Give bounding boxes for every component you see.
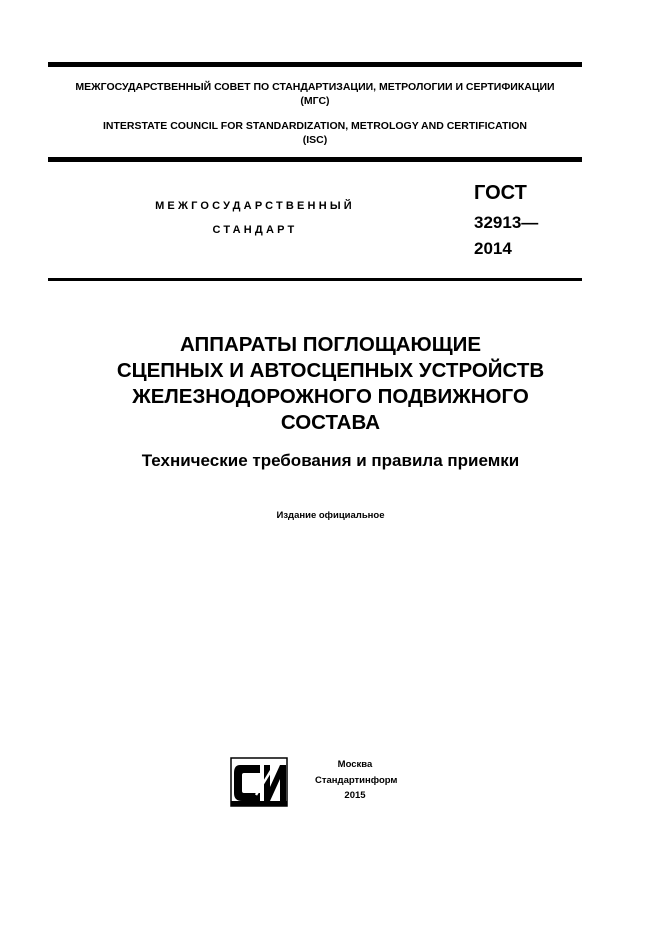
title-line4: СОСТАВА	[280, 411, 381, 434]
publisher-city: Москва	[337, 759, 373, 770]
standard-type-line1: МЕЖГОСУДАРСТВЕННЫЙ	[155, 200, 355, 212]
council-en-abbr: (ISC)	[302, 134, 328, 146]
publisher-name: Стандартинформ	[315, 774, 398, 786]
title-line3: ЖЕЛЕЗНОДОРОЖНОГО ПОДВИЖНОГО	[132, 385, 529, 408]
gost-number: 32913—	[474, 213, 539, 232]
council-ru-text: МЕЖГОСУДАРСТВЕННЫЙ СОВЕТ ПО СТАНДАРТИЗАЦИИ, МЕТРОЛОГИИ И СЕРТИФИКАЦИИ	[75, 81, 555, 93]
title-line2: СЦЕПНЫХ И АВТОСЦЕПНЫХ УСТРОЙСТВ	[116, 359, 545, 382]
gost-designation	[474, 180, 538, 262]
council-ru-abbr: (МГС)	[300, 95, 330, 107]
document-title	[40, 332, 621, 436]
standartinform-logo-icon	[230, 757, 288, 807]
edition-note: Издание официальное	[276, 510, 385, 521]
publisher-imprint	[315, 757, 398, 804]
council-name-ru	[48, 80, 582, 108]
gost-label: ГОСТ	[474, 182, 527, 204]
header-bottom-rule	[48, 157, 582, 162]
gost-year: 2014	[474, 239, 512, 258]
standard-type-line2: СТАНДАРТ	[212, 224, 298, 236]
title-line1: АППАРАТЫ ПОГЛОЩАЮЩИЕ	[179, 333, 481, 356]
designation-bottom-rule	[48, 278, 582, 281]
top-rule	[48, 62, 582, 67]
publisher-year: 2015	[344, 790, 366, 801]
council-name-en	[48, 119, 582, 147]
document-subtitle: Технические требования и правила приемки	[141, 451, 520, 470]
council-en-text: INTERSTATE COUNCIL FOR STANDARDIZATION, METROLOGY AND CERTIFICATION	[102, 120, 528, 132]
